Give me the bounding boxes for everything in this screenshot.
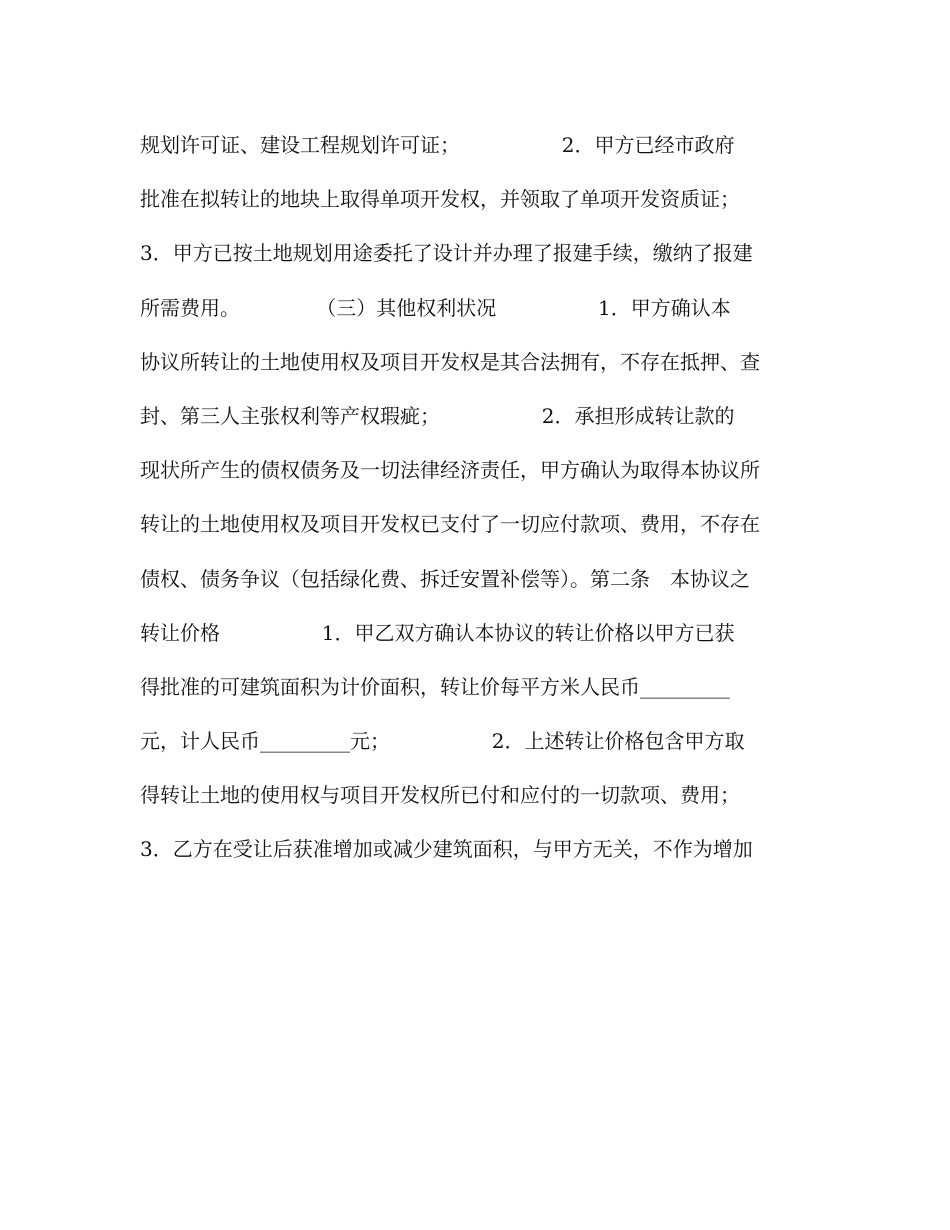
document-line: 得转让土地的使用权与项目开发权所已付和应付的一切款项、费用； — [140, 783, 740, 808]
document-line: 规划许可证、建设工程规划许可证； 2．甲方已经市政府 — [140, 133, 735, 157]
document-body — [140, 118, 820, 877]
document-line: 现状所产生的债权债务及一切法律经济责任，甲方确认为取得本协议所 — [140, 458, 760, 483]
document-line: 批准在拟转让的地块上取得单项开发权，并领取了单项开发资质证； — [140, 187, 740, 212]
document-line: 得批准的可建筑面积为计价面积，转让价每平方米人民币_________ — [140, 674, 730, 699]
document-line: 所需费用。 （三）其他权利状况 1．甲方确认本 — [140, 295, 731, 320]
document-line: 协议所转让的土地使用权及项目开发权是其合法拥有，不存在抵押、查 — [140, 349, 760, 374]
document-line: 封、第三人主张权利等产权瑕疵； 2．承担形成转让款的 — [140, 403, 735, 428]
document-line: 元，计人民币_________元； 2．上述转让价格包含甲方取 — [140, 729, 745, 754]
document-line: 债权、债务争议（包括绿化费、拆迁安置补偿等）。第二条 本协议之 — [140, 566, 750, 591]
document-line: 3．乙方在受让后获准增加或减少建筑面积，与甲方无关，不作为增加 — [140, 837, 753, 862]
document-line: 转让价格 1．甲乙双方确认本协议的转让价格以甲方已获 — [140, 620, 735, 645]
document-line: 转让的土地使用权及项目开发权已支付了一切应付款项、费用，不存在 — [140, 512, 760, 537]
document-line: 3．甲方已按土地规划用途委托了设计并办理了报建手续，缴纳了报建 — [140, 241, 753, 266]
